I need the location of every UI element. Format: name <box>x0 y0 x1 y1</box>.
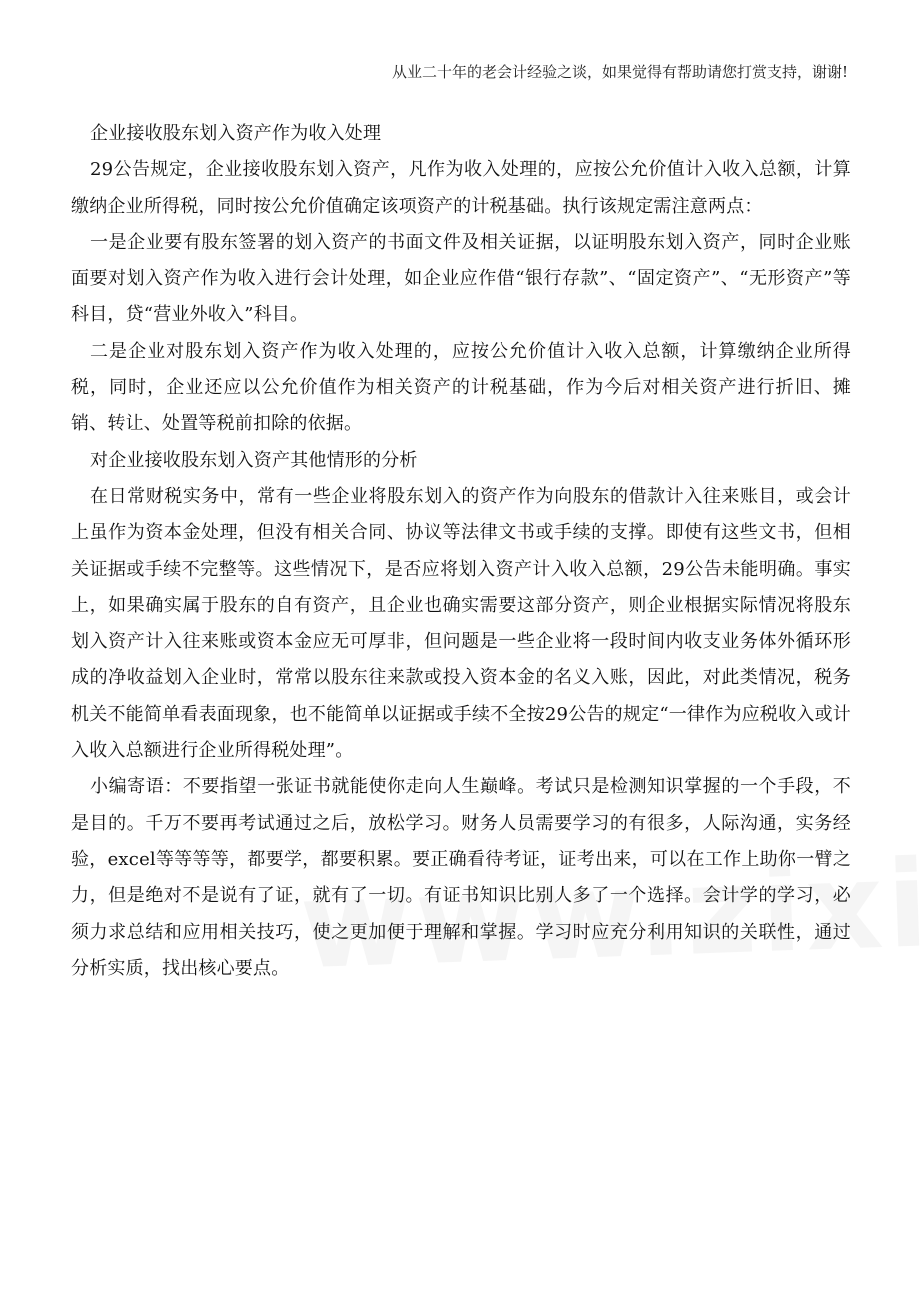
paragraph-editor-note: 小编寄语：不要指望一张证书就能使你走向人生巅峰。考试只是检测知识掌握的一个手段，不是目的。千万不要再考试通过之后，放松学习。财务人员需要学习的有很多，人际沟通，实务经验，excel等等等等，都要学，都要积累。要正确看待考证，证考出来，可以在工作上助你一臂之力，但是绝对不是说有了证，就有了一切。有证书知识比别人多了一个选择。会计学的学习，必须力求总结和应用相关技巧，使之更加便于理解和掌握。学习时应充分利用知识的关联性，通过分析实质，找出核心要点。 <box>71 776 851 979</box>
section-heading-income-treatment: 企业接收股东划入资产作为收入处理 <box>90 123 382 144</box>
header-note: 从业二十年的老会计经验之谈，如果觉得有帮助请您打赏支持，谢谢! <box>391 63 848 81</box>
paragraph-announcement-29: 29公告规定，企业接收股东划入资产，凡作为收入处理的，应按公允价值计入收入总额，计算缴纳企业所得税，同时按公允价值确定该项资产的计税基础。执行该规定需注意两点： <box>71 159 851 217</box>
paragraph-point-two: 二是企业对股东划入资产作为收入处理的，应按公允价值计入收入总额，计算缴纳企业所得税，同时，企业还应以公允价值作为相关资产的计税基础，作为今后对相关资产进行折旧、摊销、转让、处置等税前扣除的依据。 <box>71 340 851 435</box>
document-body <box>71 116 851 987</box>
paragraph-practice-analysis: 在日常财税实务中，常有一些企业将股东划入的资产作为向股东的借款计入往来账目，或会计上虽作为资本金处理，但没有相关合同、协议等法律文书或手续的支撑。即使有这些文书，但相关证据或手续不完整等。这些情况下，是否应将划入资产计入收入总额，29公告未能明确。事实上，如果确实属于股东的自有资产，且企业也确实需要这部分资产，则企业根据实际情况将股东划入资产计入往来账或资本金应无可厚非，但问题是一些企业将一段时间内收支业务体外循环形成的净收益划入企业时，常常以股东往来款或投入资本金的名义入账，因此，对此类情况，税务机关不能简单看表面现象，也不能简单以证据或手续不全按29公告的规定“一律作为应税收入或计入收入总额进行企业所得税处理”。 <box>71 485 851 762</box>
paragraph-point-one: 一是企业要有股东签署的划入资产的书面文件及相关证据，以证明股东划入资产，同时企业账面要对划入资产作为收入进行会计处理，如企业应作借“银行存款”、“固定资产”、“无形资产”等科目，贷“营业外收入”科目。 <box>71 231 851 326</box>
section-heading-other-cases: 对企业接收股东划入资产其他情形的分析 <box>90 449 418 471</box>
